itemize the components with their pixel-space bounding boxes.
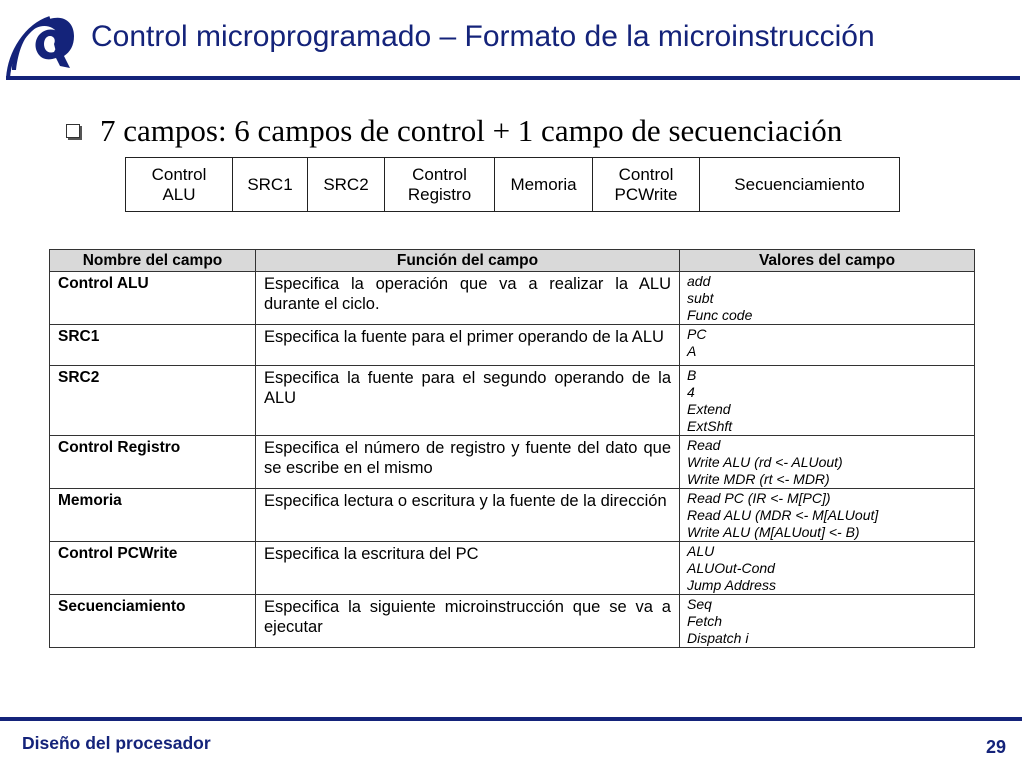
bullet-point bbox=[66, 113, 842, 149]
field-values: B 4 Extend ExtShft bbox=[680, 366, 975, 436]
field-function: Especifica la operación que va a realizar la ALU durante el ciclo. bbox=[256, 272, 680, 325]
microinstruction-format bbox=[125, 157, 900, 212]
table-row bbox=[50, 325, 975, 366]
field-name: Control Registro bbox=[50, 436, 256, 489]
field-values: Seq Fetch Dispatch i bbox=[680, 595, 975, 648]
table-row bbox=[50, 366, 975, 436]
field-box-src2: SRC2 bbox=[308, 158, 385, 212]
field-values: ALU ALUOut-Cond Jump Address bbox=[680, 542, 975, 595]
footer-course-title: Diseño del procesador bbox=[22, 733, 211, 753]
field-name: Secuenciamiento bbox=[50, 595, 256, 648]
field-name: SRC2 bbox=[50, 366, 256, 436]
table-row bbox=[50, 542, 975, 595]
square-bullet-icon bbox=[66, 124, 80, 138]
field-function: Especifica el número de registro y fuente del dato que se escribe en el mismo bbox=[256, 436, 680, 489]
field-values: Read Write ALU (rd <- ALUout) Write MDR (rt <- MDR) bbox=[680, 436, 975, 489]
column-header: Función del campo bbox=[256, 250, 680, 272]
fields-table bbox=[49, 249, 975, 648]
table-header-row bbox=[50, 250, 975, 272]
table-row bbox=[50, 272, 975, 325]
page-number: 29 bbox=[985, 737, 1006, 757]
field-box-src1: SRC1 bbox=[233, 158, 308, 212]
field-name: Control ALU bbox=[50, 272, 256, 325]
page-title: Control microprogramado – Formato de la microinstrucción bbox=[91, 20, 875, 53]
university-logo-icon bbox=[4, 12, 78, 80]
field-function: Especifica la fuente para el primer operando de la ALU bbox=[256, 325, 680, 366]
column-header: Valores del campo bbox=[680, 250, 975, 272]
field-function: Especifica lectura o escritura y la fuente de la dirección bbox=[256, 489, 680, 542]
footer-divider bbox=[0, 717, 1022, 721]
field-box-memoria: Memoria bbox=[495, 158, 593, 212]
title-divider bbox=[6, 76, 1020, 80]
field-function: Especifica la siguiente microinstrucción que se va a ejecutar bbox=[256, 595, 680, 648]
field-box-control-registro: Control Registro bbox=[385, 158, 495, 212]
bullet-text: 7 campos: 6 campos de control + 1 campo de secuenciación bbox=[100, 113, 843, 148]
field-values: add subt Func code bbox=[680, 272, 975, 325]
column-header: Nombre del campo bbox=[50, 250, 256, 272]
table-row bbox=[50, 436, 975, 489]
field-values: PC A bbox=[680, 325, 975, 366]
field-box-control-alu: Control ALU bbox=[126, 158, 233, 212]
field-name: Control PCWrite bbox=[50, 542, 256, 595]
field-name: Memoria bbox=[50, 489, 256, 542]
field-values: Read PC (IR <- M[PC]) Read ALU (MDR <- M[ALUout] Write ALU (M[ALUout] <- B) bbox=[680, 489, 975, 542]
table-row bbox=[50, 595, 975, 648]
field-function: Especifica la fuente para el segundo operando de la ALU bbox=[256, 366, 680, 436]
field-name: SRC1 bbox=[50, 325, 256, 366]
field-box-secuenciamiento: Secuenciamiento bbox=[700, 158, 900, 212]
table-row bbox=[50, 489, 975, 542]
field-box-control-pcwrite: Control PCWrite bbox=[593, 158, 700, 212]
field-function: Especifica la escritura del PC bbox=[256, 542, 680, 595]
